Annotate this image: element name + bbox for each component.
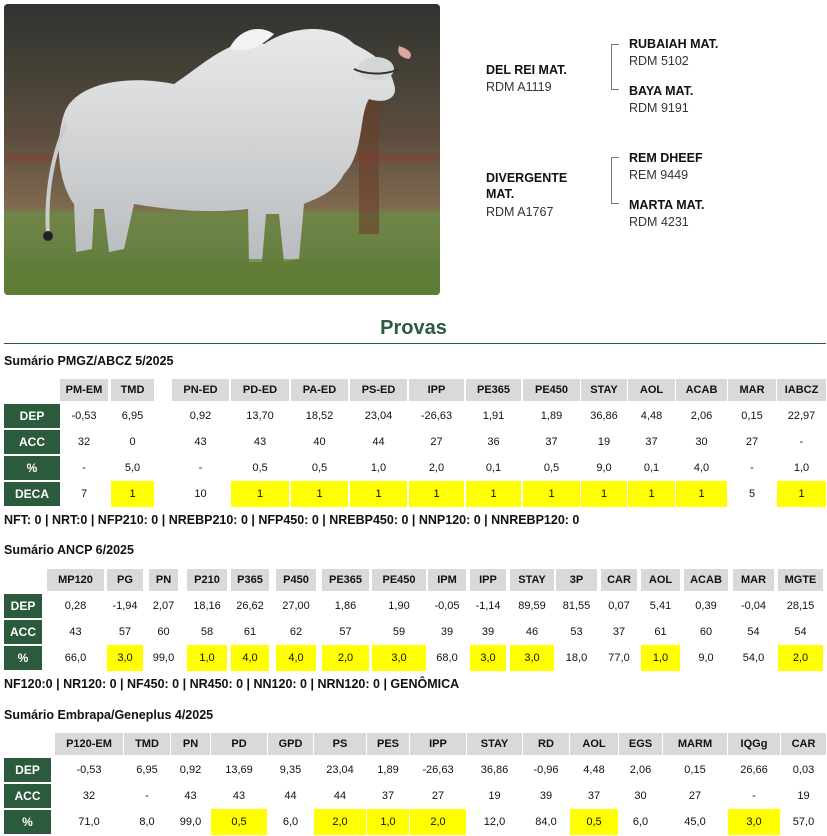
table-cell: 9,0 <box>596 462 612 474</box>
table-cell: 13,69 <box>225 764 253 776</box>
table-cell: 27,00 <box>282 600 310 612</box>
column-header: AOL <box>641 569 680 591</box>
table-cell: 36,86 <box>590 410 618 422</box>
table-cell: 71,0 <box>78 816 100 828</box>
table-cell: - <box>799 436 804 448</box>
table-cell: 39 <box>440 626 454 638</box>
table-cell: 81,55 <box>562 600 591 612</box>
column-header: PN <box>149 569 178 591</box>
table-cell: 62 <box>289 626 303 638</box>
table-cell: 26,62 <box>236 600 264 612</box>
ancp-title: Sumário ANCP 6/2025 <box>4 543 134 557</box>
table-cell: 27 <box>745 436 759 448</box>
table-cell: -1,94 <box>112 600 138 612</box>
column-header: PS-ED <box>350 379 407 401</box>
column-header: GPD <box>268 733 313 755</box>
column-header: PS <box>314 733 366 755</box>
ancp-footnote: NF120:0 | NR120: 0 | NF450: 0 | NR450: 0 | NN120: 0 | NRN120: 0 | GENÔMICA <box>4 677 460 691</box>
dam-dam-name: MARTA MAT. <box>629 198 705 212</box>
table-cell: 9,0 <box>698 652 714 664</box>
row-label: ACC <box>4 430 60 454</box>
table-cell: 54 <box>794 626 807 638</box>
column-header: IPP <box>470 569 506 591</box>
embrapa-title: Sumário Embrapa/Geneplus 4/2025 <box>4 708 214 722</box>
column-header: PM-EM <box>60 379 108 401</box>
table-cell: 1 <box>291 481 348 507</box>
table-cell: 19 <box>488 790 501 802</box>
table-cell: 0,92 <box>179 764 202 776</box>
table-cell: 39 <box>539 790 553 802</box>
table-cell: 5 <box>748 488 756 500</box>
table-cell: 1,90 <box>388 600 410 612</box>
column-header: 3P <box>556 569 597 591</box>
table-cell: 68,0 <box>436 652 458 664</box>
table-cell: 89,59 <box>518 600 546 612</box>
column-header: ACAB <box>684 569 728 591</box>
table-cell: - <box>145 790 149 802</box>
table-cell: 99,0 <box>152 652 175 664</box>
table-cell: 2,0 <box>322 645 369 671</box>
column-header: PE450 <box>523 379 580 401</box>
table-cell: -26,63 <box>422 764 454 776</box>
table-cell: 43 <box>253 436 267 448</box>
dam-name-line1: DIVERGENTE <box>486 171 568 185</box>
provas-divider <box>4 343 826 344</box>
table-cell: 43 <box>232 790 246 802</box>
table-cell: 6,0 <box>632 816 649 828</box>
table-cell: -26,63 <box>420 410 453 422</box>
table-cell: 5,41 <box>649 600 672 612</box>
table-cell: -0,53 <box>76 764 102 776</box>
column-header: PE365 <box>466 379 521 401</box>
dam-dam-reg: RDM 4231 <box>629 215 689 229</box>
table-cell: -1,14 <box>475 600 501 612</box>
sire-sire-name: RUBAIAH MAT. <box>629 37 719 51</box>
row-label: % <box>4 810 51 834</box>
table-cell: 43 <box>184 790 197 802</box>
sire-bracket <box>611 44 619 90</box>
table-cell: 61 <box>654 626 667 638</box>
table-cell: 0,5 <box>570 809 618 835</box>
table-cell: - <box>750 462 754 474</box>
table-cell: 5,0 <box>124 462 141 474</box>
table-cell: 77,0 <box>608 652 630 664</box>
sire-dam-reg: RDM 9191 <box>629 101 689 115</box>
table-cell: -0,53 <box>71 410 97 422</box>
table-cell: 0,15 <box>684 764 706 776</box>
column-header: PE365 <box>322 569 369 591</box>
abcz-footnote: NFT: 0 | NRT:0 | NFP210: 0 | NREBP210: 0 | NFP450: 0 | NREBP450: 0 | NNP120: 0 | NNREBP120: 0 <box>4 513 580 527</box>
sire-sire-reg: RDM 5102 <box>629 54 689 68</box>
table-cell: 32 <box>82 790 96 802</box>
table-cell: 3,0 <box>728 809 780 835</box>
column-header: PD <box>211 733 267 755</box>
table-cell: 1,89 <box>377 764 399 776</box>
provas-title: Provas <box>380 317 447 339</box>
table-cell: 2,07 <box>152 600 175 612</box>
table-cell: 30 <box>634 790 647 802</box>
column-header: P120-EM <box>55 733 123 755</box>
table-cell: 44 <box>333 790 347 802</box>
table-cell: 0,5 <box>252 462 268 474</box>
table-cell: 1,0 <box>793 462 810 474</box>
column-header: TMD <box>111 379 154 401</box>
table-cell: 2,06 <box>690 410 713 422</box>
table-cell: 26,66 <box>740 764 768 776</box>
table-cell: 1 <box>628 481 675 507</box>
table-cell: 54 <box>747 626 760 638</box>
table-cell: 0,5 <box>311 462 328 474</box>
column-header: PES <box>367 733 409 755</box>
table-cell: 4,0 <box>276 645 316 671</box>
table-cell: 57 <box>339 626 352 638</box>
table-cell: 3,0 <box>107 645 143 671</box>
row-label: % <box>4 456 60 480</box>
table-cell: 45,0 <box>684 816 706 828</box>
table-cell: 39 <box>481 626 495 638</box>
table-cell: 36,86 <box>480 764 509 776</box>
sire-reg: RDM A1119 <box>486 80 552 94</box>
column-header: PN <box>171 733 210 755</box>
table-cell: 23,04 <box>364 410 393 422</box>
column-header: MARM <box>663 733 727 755</box>
column-header: PA-ED <box>291 379 348 401</box>
table-cell: 4,0 <box>693 462 710 474</box>
table-cell: 99,0 <box>179 816 202 828</box>
dam-bracket <box>611 157 619 204</box>
column-header: P210 <box>187 569 227 591</box>
table-cell: 57 <box>118 626 132 638</box>
row-label: DEP <box>4 404 60 428</box>
table-cell: 44 <box>284 790 297 802</box>
table-cell: 37 <box>645 436 658 448</box>
column-header: RD <box>523 733 569 755</box>
column-header: PD-ED <box>231 379 289 401</box>
table-cell: 1 <box>581 481 627 507</box>
table-cell: 0,5 <box>211 809 267 835</box>
column-header: P450 <box>276 569 316 591</box>
table-cell: 10 <box>194 488 207 500</box>
table-cell: - <box>752 790 756 802</box>
table-cell: 44 <box>372 436 385 448</box>
table-cell: -0,04 <box>740 600 767 612</box>
column-header: P365 <box>231 569 269 591</box>
row-label: DEP <box>4 758 51 782</box>
table-cell: 12,0 <box>483 816 506 828</box>
row-label: % <box>4 646 42 670</box>
table-cell: 7 <box>80 488 88 500</box>
table-cell: 3,0 <box>372 645 426 671</box>
dam-name-line2: MAT. <box>486 187 515 201</box>
table-cell: 1 <box>350 481 407 507</box>
table-cell: 4,0 <box>231 645 269 671</box>
table-cell: 6,95 <box>136 764 158 776</box>
table-cell: 30 <box>695 436 708 448</box>
sire-dam-name: BAYA MAT. <box>629 84 694 98</box>
table-cell: 2,0 <box>778 645 823 671</box>
table-cell: 18,16 <box>193 600 221 612</box>
table-cell: 37 <box>587 790 601 802</box>
table-cell: 1 <box>676 481 727 507</box>
table-cell: 1 <box>523 481 580 507</box>
table-cell: 0,92 <box>189 410 212 422</box>
table-cell: 61 <box>243 626 257 638</box>
table-cell: 13,70 <box>246 410 274 422</box>
table-cell: 3,0 <box>470 645 506 671</box>
row-label: ACC <box>4 784 51 808</box>
table-cell: -0,96 <box>533 764 559 776</box>
table-cell: 84,0 <box>535 816 557 828</box>
table-cell: 57,0 <box>792 816 815 828</box>
table-cell: 0,15 <box>741 410 763 422</box>
table-cell: - <box>82 462 86 474</box>
column-header: IPP <box>410 733 466 755</box>
table-cell: 66,0 <box>64 652 87 664</box>
row-label: ACC <box>4 620 42 644</box>
table-cell: 43 <box>69 626 82 638</box>
table-cell: 2,0 <box>410 809 466 835</box>
table-cell: 28,15 <box>786 600 815 612</box>
column-header: AOL <box>628 379 675 401</box>
column-header: IABCZ <box>777 379 826 401</box>
column-header: PE450 <box>372 569 426 591</box>
table-cell: 8,0 <box>139 816 155 828</box>
table-cell: 0 <box>129 436 136 448</box>
table-cell: 1,91 <box>482 410 505 422</box>
table-cell: 18,0 <box>565 652 588 664</box>
dam-sire-name: REM DHEEF <box>629 151 703 165</box>
table-cell: 1 <box>231 481 289 507</box>
column-header: IPP <box>409 379 464 401</box>
table-cell: 0,03 <box>792 764 815 776</box>
column-header: STAY <box>581 379 627 401</box>
table-cell: 0,07 <box>608 600 630 612</box>
table-cell: 53 <box>570 626 583 638</box>
table-cell: 0,5 <box>543 462 560 474</box>
table-cell: 23,04 <box>326 764 354 776</box>
column-header: IQGg <box>728 733 780 755</box>
table-cell: 3,0 <box>510 645 554 671</box>
table-cell: 40 <box>313 436 326 448</box>
table-cell: 1 <box>777 481 826 507</box>
column-header: IPM <box>428 569 466 591</box>
table-cell: 27 <box>431 790 445 802</box>
table-cell: 37 <box>381 790 395 802</box>
table-cell: 1,0 <box>641 645 680 671</box>
abcz-title: Sumário PMGZ/ABCZ 5/2025 <box>4 354 174 368</box>
table-cell: 37 <box>545 436 558 448</box>
bull-photo <box>4 4 440 295</box>
table-cell: 19 <box>797 790 810 802</box>
table-cell: 54,0 <box>742 652 765 664</box>
column-header: MP120 <box>47 569 104 591</box>
table-cell: 60 <box>157 626 170 638</box>
table-cell: 58 <box>200 626 214 638</box>
table-cell: 4,48 <box>583 764 605 776</box>
table-cell: 1 <box>111 481 154 507</box>
column-header: STAY <box>467 733 522 755</box>
table-cell: 27 <box>430 436 443 448</box>
table-cell: 6,95 <box>121 410 144 422</box>
table-cell: 22,97 <box>787 410 816 422</box>
table-cell: 1,0 <box>370 462 387 474</box>
dam-sire-reg: REM 9449 <box>629 168 689 182</box>
row-label: DECA <box>4 482 60 506</box>
table-cell: 36 <box>487 436 500 448</box>
dam-reg: RDM A1767 <box>486 205 554 219</box>
table-cell: 18,52 <box>305 410 334 422</box>
table-cell: 9,35 <box>279 764 302 776</box>
table-cell: - <box>198 462 203 474</box>
column-header: PN-ED <box>172 379 229 401</box>
table-cell: 43 <box>194 436 207 448</box>
column-header: STAY <box>510 569 554 591</box>
table-cell: 2,0 <box>428 462 445 474</box>
table-cell: 0,1 <box>643 462 660 474</box>
table-cell: 1 <box>409 481 464 507</box>
table-cell: 1,86 <box>334 600 357 612</box>
table-cell: 4,48 <box>640 410 663 422</box>
sire-name: DEL REI MAT. <box>486 63 567 77</box>
column-header: TMD <box>124 733 170 755</box>
column-header: MAR <box>733 569 774 591</box>
table-cell: 0,39 <box>695 600 717 612</box>
column-header: MAR <box>728 379 776 401</box>
table-cell: 1 <box>466 481 521 507</box>
column-header: EGS <box>619 733 662 755</box>
table-cell: 1,89 <box>540 410 563 422</box>
column-header: ACAB <box>676 379 727 401</box>
table-cell: 27 <box>688 790 702 802</box>
column-header: CAR <box>601 569 637 591</box>
table-cell: 1,0 <box>187 645 227 671</box>
column-header: PG <box>107 569 143 591</box>
table-cell: 0,28 <box>64 600 87 612</box>
table-cell: 2,06 <box>629 764 652 776</box>
table-cell: 46 <box>525 626 539 638</box>
table-cell: -0,05 <box>434 600 460 612</box>
table-cell: 1,0 <box>367 809 409 835</box>
table-cell: 6,0 <box>282 816 299 828</box>
column-header: AOL <box>570 733 618 755</box>
table-cell: 2,0 <box>314 809 366 835</box>
column-header: MGTE <box>778 569 823 591</box>
table-cell: 59 <box>392 626 406 638</box>
column-header: CAR <box>781 733 826 755</box>
table-cell: 37 <box>612 626 626 638</box>
table-cell: 19 <box>597 436 611 448</box>
table-cell: 32 <box>77 436 91 448</box>
row-label: DEP <box>4 594 42 618</box>
table-cell: 0,1 <box>485 462 502 474</box>
table-cell: 60 <box>699 626 713 638</box>
